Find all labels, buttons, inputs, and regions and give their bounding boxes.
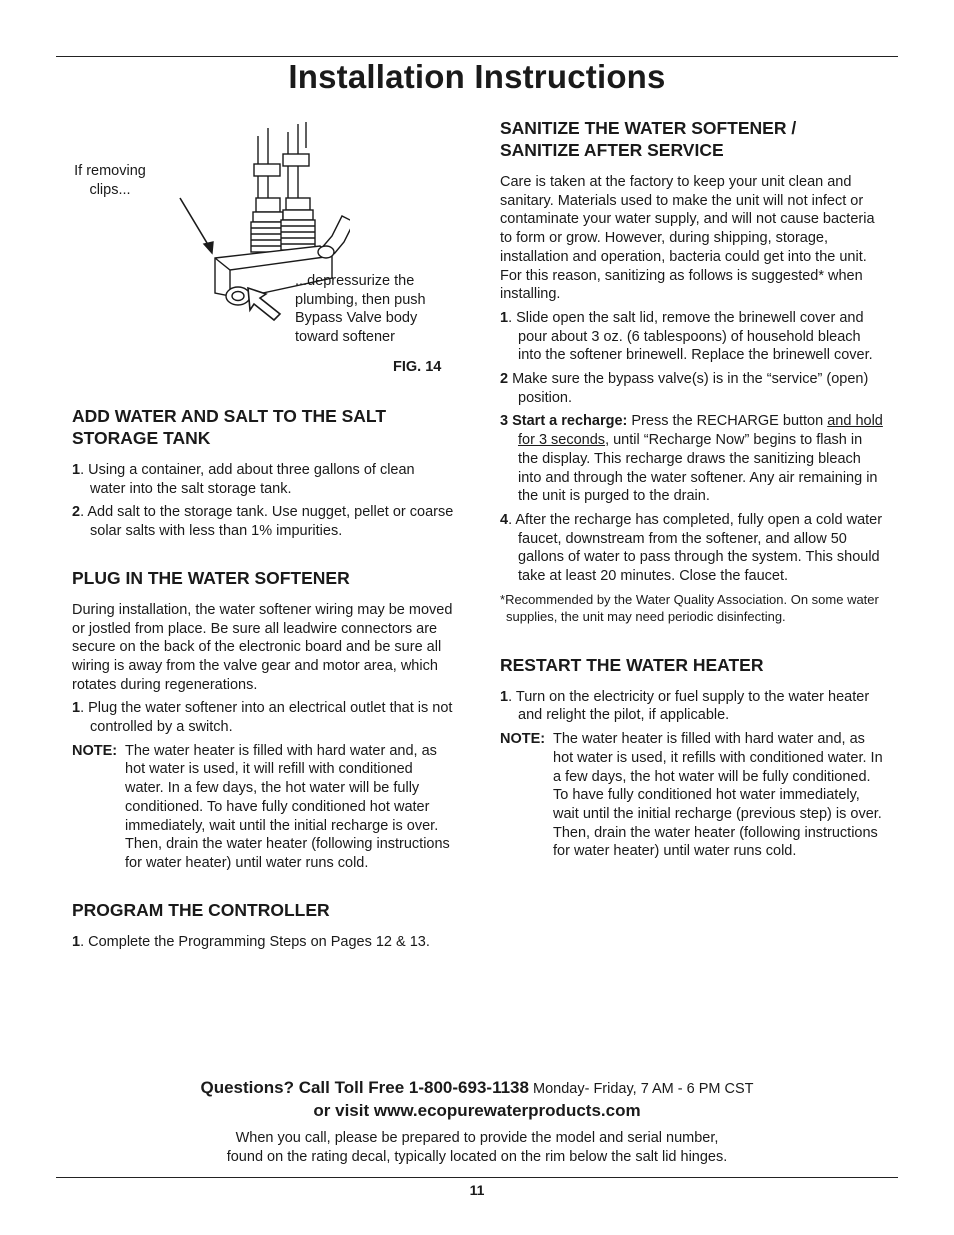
plug-in-paragraph: During installation, the water softener wiring may be moved or jostled from place. Be sure all leadwire connectors are secure on the back of the electronic board and be sure all wiring is away from the valve gear and motor area, which rotates during regenerations.	[72, 601, 453, 693]
top-rule	[56, 56, 898, 57]
contact-line	[0, 1077, 954, 1100]
list-item: 2. Add salt to the storage tank. Use nugget, pellet or coarse solar salts with less than 1% impurities.	[72, 504, 454, 540]
section-heading-restart: RESTART THE WATER HEATER	[500, 654, 764, 675]
toll-free-line: Questions? Call Toll Free 1-800-693-1138	[200, 1078, 529, 1097]
note-block: NOTE: The water heater is filled with hard water and, as hot water is used, it will refill with conditioned water. In a few days, the hot water will be fully conditioned. To have fully conditioned hot water immediately, wait until the initial recharge is over. Then, drain the water heater (following instructions for water heater) until water runs cold.	[72, 742, 450, 871]
footnote: *Recommended by the Water Quality Association. On some water supplies, the unit may need periodic disinfecting.	[500, 591, 879, 625]
list-item: 1. Complete the Programming Steps on Pages 12 & 13.	[72, 933, 430, 950]
sanitize-paragraph: Care is taken at the factory to keep your unit clean and sanitary. Materials used to make the unit will not infect or contaminate your water supply, and will not cause bacteria to form or grow. However, during shipping, storage, installation and operation, bacteria could get into the unit. For this reason, sanitizing as follows is suggested* when installing.	[500, 174, 875, 303]
list-item: 1. Slide open the salt lid, remove the brinewell cover and pour about 3 oz. (6 tablespoons) of household bleach into the softener brinewell. Replace the brinewell cover.	[500, 309, 873, 364]
note-block: NOTE: The water heater is filled with hard water and, as hot water is used, it refills with conditioned water. In a few days, the hot water will be fully conditioned. To have fully conditioned hot water immediately, wait until the initial recharge (previous step) is over. Then, drain the water heater (following instructions for water heater) until water runs cold.	[500, 731, 883, 860]
figure-caption: FIG. 14	[393, 359, 442, 375]
page-number: 11	[469, 1182, 485, 1198]
section-heading-add-water: ADD WATER AND SALT TO THE SALT STORAGE TANK	[72, 406, 387, 448]
section-heading-plug-in: PLUG IN THE WATER SOFTENER	[72, 567, 350, 588]
list-item: 4. After the recharge has completed, fully open a cold water faucet, downstream from the softener, and allow 50 gallons of water to pass through the system. This should take at least 20 minutes. Close the faucet.	[500, 511, 883, 585]
website-line: or visit www.ecopurewaterproducts.com	[313, 1101, 641, 1120]
bottom-rule	[56, 1177, 898, 1178]
list-item: 2 Make sure the bypass valve(s) is in the “service” (open) position.	[500, 371, 869, 406]
list-item: 3 Start a recharge: Press the RECHARGE button and hold for 3 seconds, until “Recharge Now” begins to flash in the display. This recharge draws the sanitizing bleach into and through the water softener. Any air remaining in the unit is purged to the drain.	[500, 413, 883, 505]
left-column	[72, 405, 454, 951]
push-arrow-icon	[244, 284, 284, 324]
hours: Monday- Friday, 7 AM - 6 PM CST	[528, 1081, 754, 1097]
section-heading-sanitize: SANITIZE THE WATER SOFTENER / SANITIZE AFTER SERVICE	[500, 118, 797, 160]
page-title: Installation Instructions	[288, 58, 666, 95]
figure-14	[60, 118, 460, 380]
right-column	[500, 117, 886, 861]
section-heading-program: PROGRAM THE CONTROLLER	[72, 899, 330, 920]
list-item: 1. Plug the water softener into an electrical outlet that is not controlled by a switch.	[72, 700, 453, 736]
figure-right-label: ...depressurize the plumbing, then push Bypass Valve body toward softener	[295, 273, 426, 346]
call-note: When you call, please be prepared to provide the model and serial number, found on the rating decal, typically located on the rim below the salt lid hinges.	[226, 1130, 728, 1165]
list-item: 1. Turn on the electricity or fuel supply to the water heater and relight the pilot, if applicable.	[500, 688, 870, 724]
figure-left-label: If removing clips...	[74, 163, 146, 198]
list-item: 1. Using a container, add about three gallons of clean water into the salt storage tank.	[72, 462, 415, 497]
